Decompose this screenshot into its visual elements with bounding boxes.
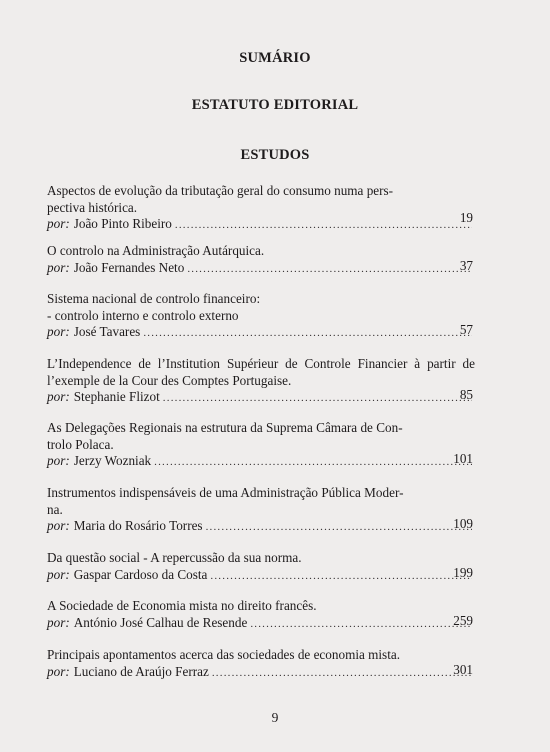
toc-entry <box>47 243 475 277</box>
entry-page-number: 19 <box>459 210 473 225</box>
dot-leader <box>154 454 472 471</box>
editorial-statute-heading: ESTATUTO EDITORIAL <box>191 97 359 113</box>
by-prefix: por: <box>47 324 70 339</box>
toc-entry <box>47 647 475 681</box>
entry-author-line <box>47 518 475 536</box>
by-prefix: por: <box>47 259 70 275</box>
entry-title: A Sociedade de Economia mista no direito francês. <box>47 598 317 613</box>
entry-title: Principais apontamentos acerca das sociedades de economia mista. <box>47 647 401 662</box>
entry-author: Jerzy Wozniak <box>73 453 152 468</box>
by-prefix: por: <box>47 216 70 231</box>
toc-entry <box>47 183 475 234</box>
dot-leader <box>187 261 472 278</box>
entry-title: L’Independence de l’Institution Supérieur de Controle Financier à partir de l’exemple de la Cour des Comptes Portugaise. <box>47 356 475 388</box>
entry-author: Gaspar Cardoso da Costa <box>73 566 208 582</box>
toc-entry <box>47 485 475 536</box>
toc-entry <box>47 291 475 342</box>
entry-author-line <box>47 389 475 407</box>
by-prefix: por: <box>47 663 70 679</box>
entry-author: José Tavares <box>73 324 141 339</box>
toc-entry <box>47 550 475 584</box>
entry-page-number: 37 <box>459 258 473 273</box>
entry-title: Instrumentos indispensáveis de uma Administração Pública Moder- na. <box>47 485 404 517</box>
dot-leader <box>175 217 472 234</box>
page-number: 9 <box>271 710 279 725</box>
entry-author-line <box>47 216 475 234</box>
by-prefix: por: <box>47 614 70 630</box>
entry-page-number: 101 <box>453 451 473 466</box>
entry-author-line <box>47 615 475 633</box>
by-prefix: por: <box>47 518 70 533</box>
toc-entry <box>47 356 475 407</box>
entry-page-number: 85 <box>459 387 473 402</box>
entry-author: João Fernandes Neto <box>73 259 185 275</box>
dot-leader <box>163 390 472 407</box>
toc-entry <box>47 598 475 632</box>
entry-title: Sistema nacional de controlo financeiro: - controlo interno e controlo externo <box>47 291 261 323</box>
entry-author: Luciano de Araújo Ferraz <box>73 663 209 679</box>
entry-title: Da questão social - A repercussão da sua norma. <box>47 550 302 565</box>
entry-author-line <box>47 260 475 278</box>
entry-author-line <box>47 567 475 585</box>
toc-entry <box>47 420 475 471</box>
entry-author-line <box>47 453 475 471</box>
entry-page-number: 301 <box>453 662 473 677</box>
entry-author: António José Calhau de Resende <box>73 614 248 630</box>
entry-title: As Delegações Regionais na estrutura da Suprema Câmara de Con- trolo Polaca. <box>47 420 403 452</box>
by-prefix: por: <box>47 453 70 468</box>
entry-page-number: 57 <box>459 322 473 337</box>
entry-page-number: 199 <box>453 565 473 580</box>
entry-author: João Pinto Ribeiro <box>73 216 172 231</box>
entry-author: Stephanie Flizot <box>73 389 160 404</box>
entry-author: Maria do Rosário Torres <box>73 518 203 533</box>
entry-page-number: 109 <box>453 516 473 531</box>
entry-title: Aspectos de evolução da tributação geral do consumo numa pers- pectiva histórica. <box>47 183 394 215</box>
summary-heading: SUMÁRIO <box>239 50 311 66</box>
studies-heading: ESTUDOS <box>240 147 310 163</box>
entry-page-number: 259 <box>453 613 473 628</box>
by-prefix: por: <box>47 566 70 582</box>
entry-author-line <box>47 324 475 342</box>
entry-author-line <box>47 664 475 682</box>
dot-leader <box>143 325 472 342</box>
by-prefix: por: <box>47 389 70 404</box>
entry-title: O controlo na Administração Autárquica. <box>47 243 265 258</box>
